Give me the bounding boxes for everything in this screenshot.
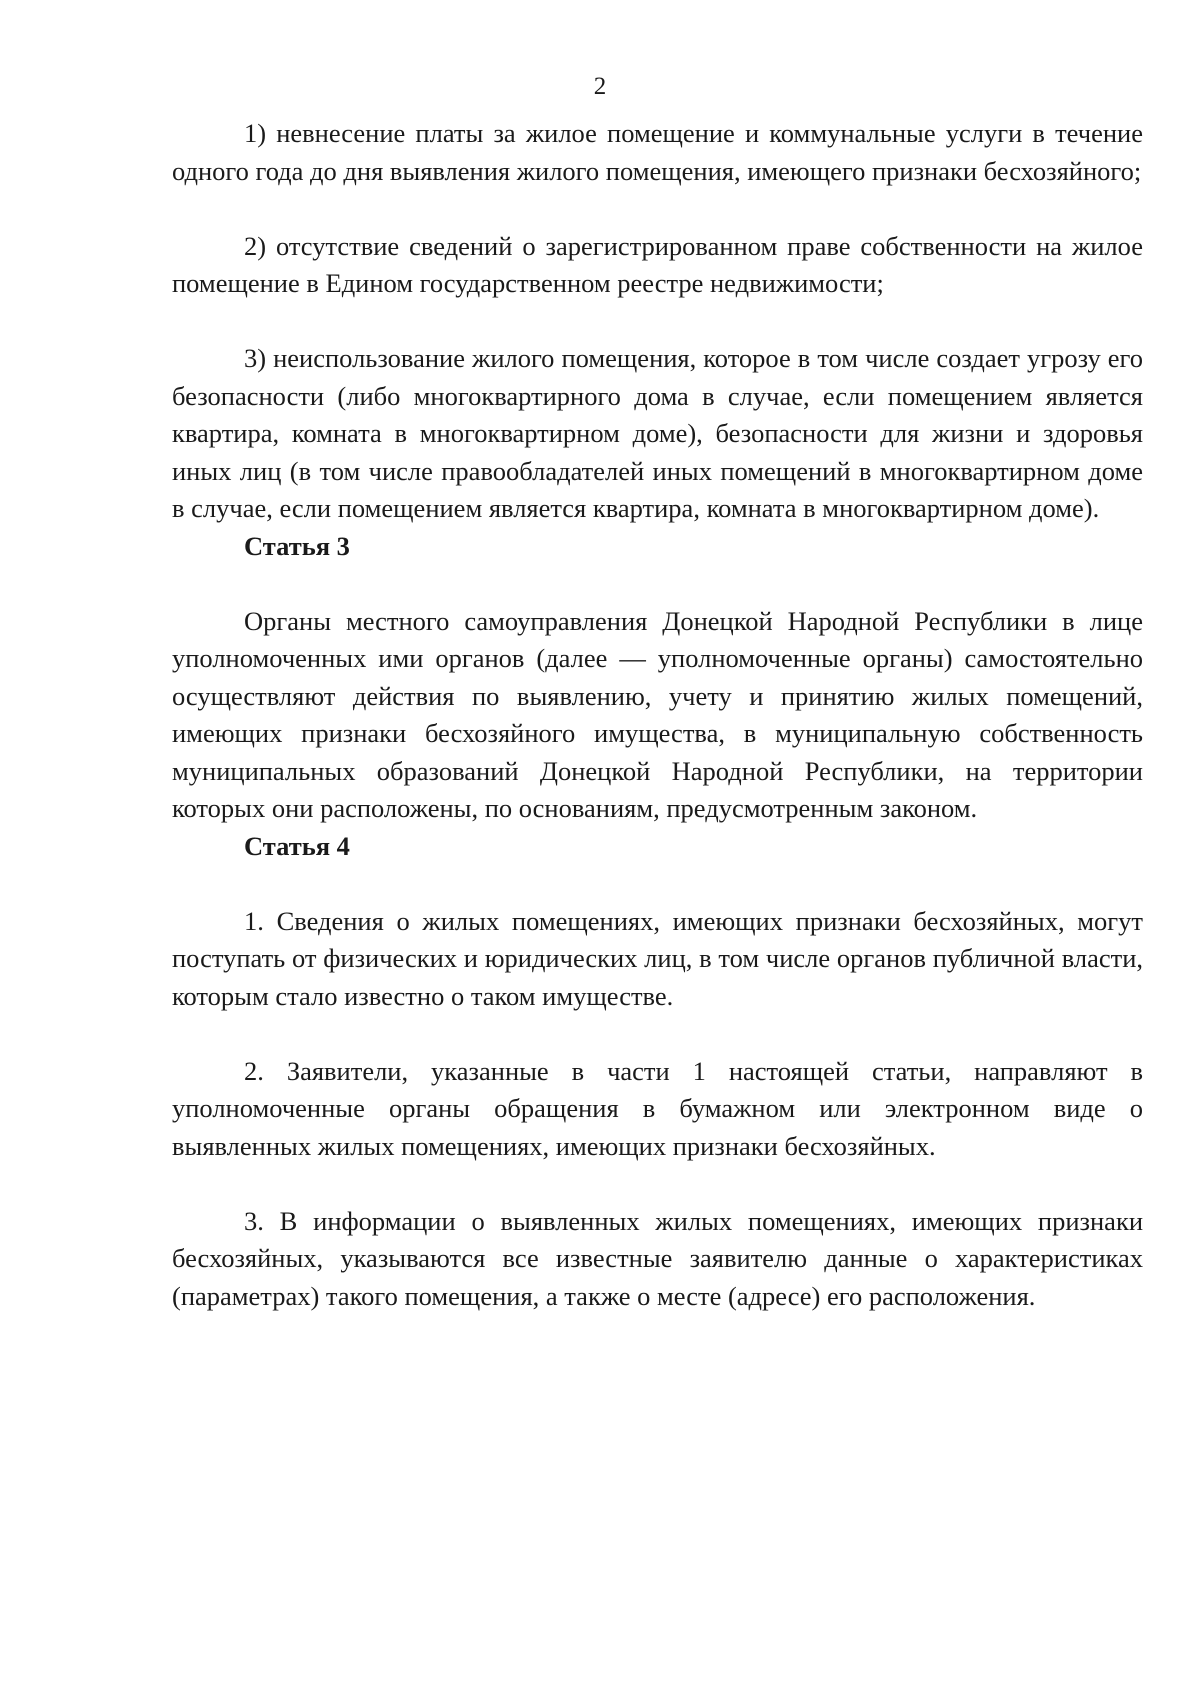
paragraph-article-4-part-1: 1. Сведения о жилых помещениях, имеющих признаки бесхозяйных, могут поступать от физических и юридических лиц, в том числе органов публичной власти, которым стало известно о таком имуществе. [172,905,1143,1011]
paragraph-article-4-part-2: 2. Заявители, указанные в части 1 настоящей статьи, направляют в уполномоченные органы обращения в бумажном или электронном виде о выявленных жилых помещениях, имеющих признаки бесхозяйных. [172,1055,1143,1161]
article-heading-3: Статья 3 [244,530,350,561]
document-body [172,115,1143,1315]
paragraph-article-4-part-3: 3. В информации о выявленных жилых помещениях, имеющих признаки бесхозяйных, указываются все известные заявителю данные о характеристиках (параметрах) такого помещения, а также о месте (адресе) его расположения. [172,1205,1143,1311]
article-heading-4: Статья 4 [244,830,350,861]
paragraph-item-3: 3) неиспользование жилого помещения, которое в том числе создает угрозу его безопасности (либо многоквартирного дома в случае, если помещением является квартира, комната в многоквартирном доме), безопасности для жизни и здоровья иных лиц (в том числе правообладателей иных помещений в многоквартирном доме в случае, если помещением является квартира, комната в многоквартирном доме). [172,343,1143,523]
paragraph-item-1: 1) невнесение платы за жилое помещение и коммунальные услуги в течение одного года до дня выявления жилого помещения, имеющего признаки бесхозяйного; [172,118,1143,186]
paragraph-item-2: 2) отсутствие сведений о зарегистрированном праве собственности на жилое помещение в Едином государственном реестре недвижимости; [172,230,1143,298]
page-number: 2 [593,73,607,100]
paragraph-article-3: Органы местного самоуправления Донецкой Народной Республики в лице уполномоченных ими органов (далее — уполномоченные органы) самостоятельно осуществляют действия по выявлению, учету и принятию жилых помещений, имеющих признаки бесхозяйного имущества, в муниципальную собственность муниципальных образований Донецкой Народной Республики, на территории которых они расположены, по основаниям, предусмотренным законом. [172,605,1143,823]
